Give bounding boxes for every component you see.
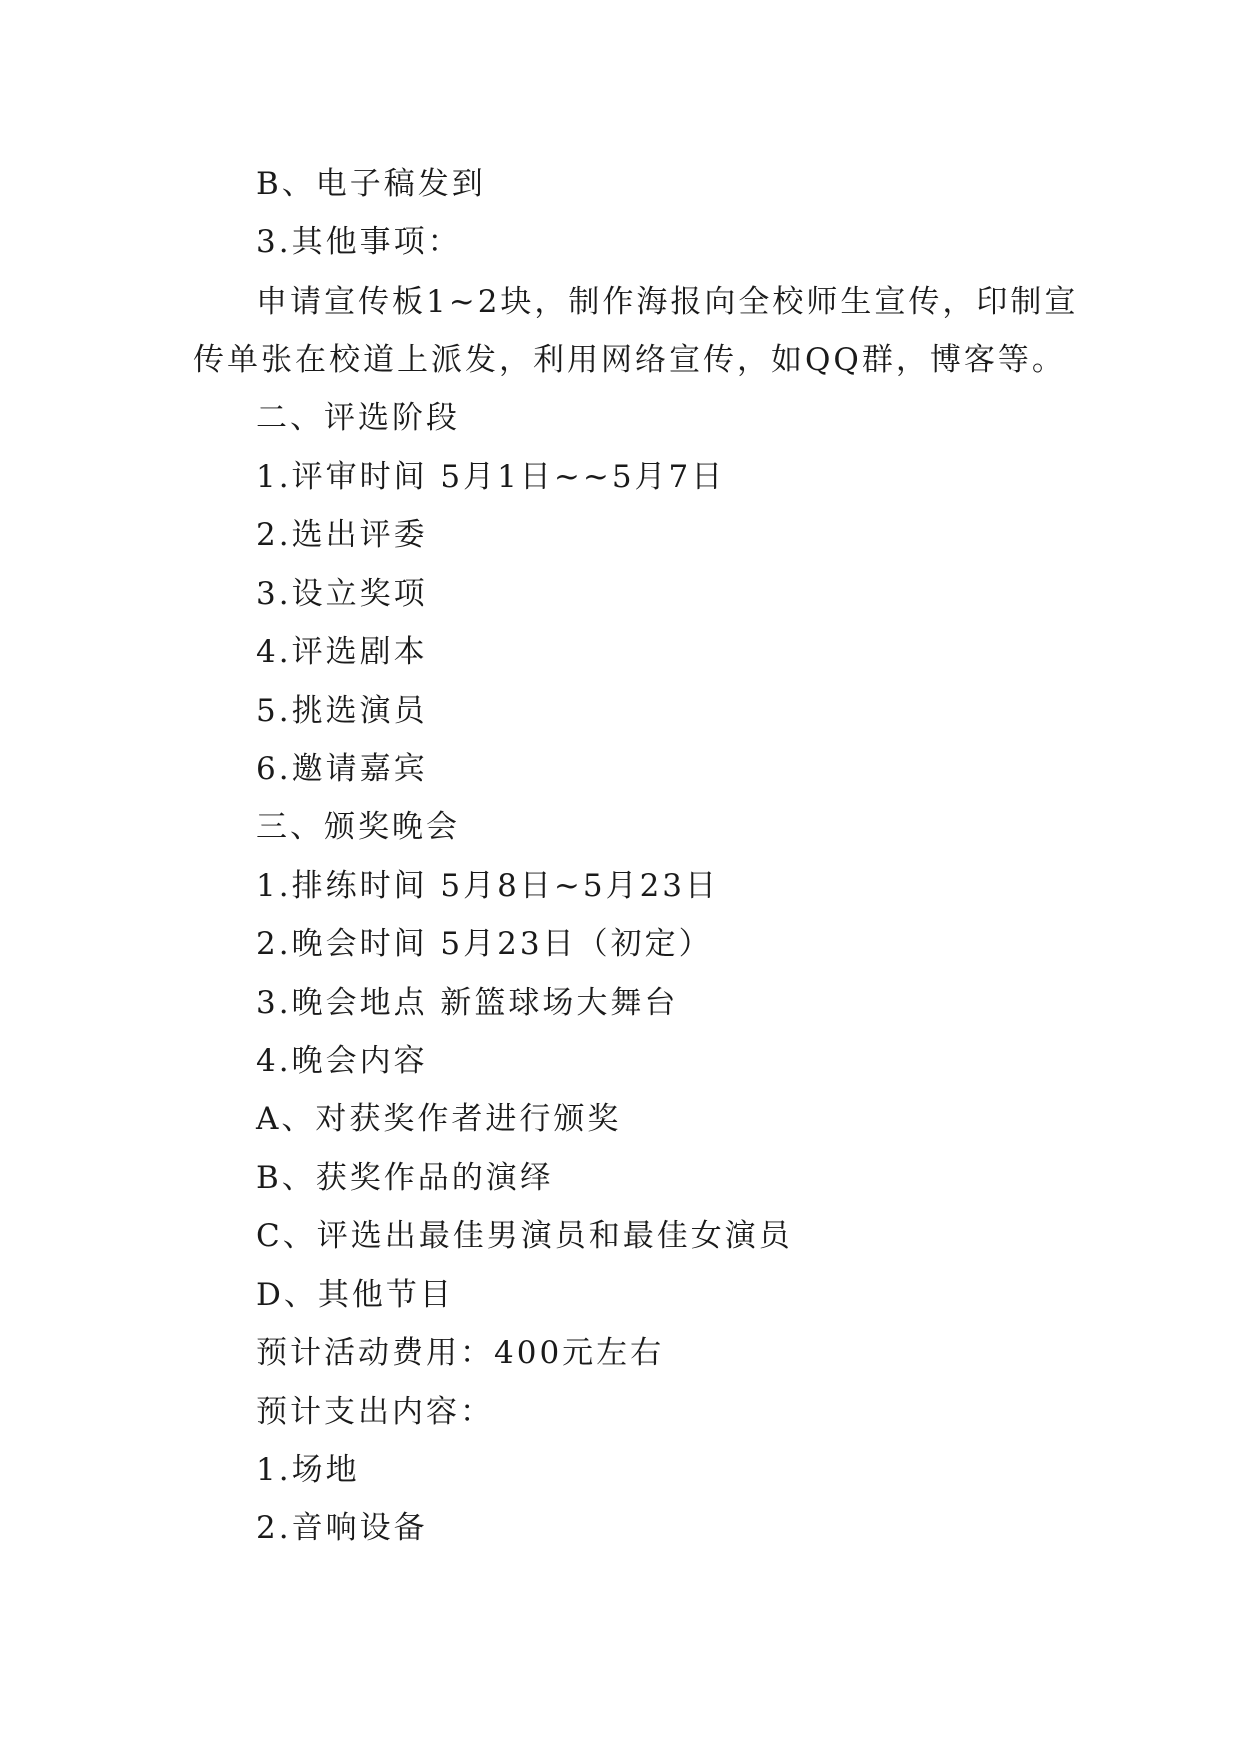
text-line: 预计支出内容：: [256, 1394, 494, 1430]
text-line: 1.场地: [256, 1452, 360, 1488]
text-line: 1.排练时间 5月8日~5月23日: [256, 868, 720, 904]
section-heading: 三、颁奖晚会: [256, 809, 460, 845]
text-line: D、其他节目: [256, 1277, 454, 1313]
text-line: 预计活动费用：400元左右: [256, 1335, 665, 1371]
text-line: 3.晚会地点 新篮球场大舞台: [256, 985, 679, 1021]
text-line: 1.评审时间 5月1日~~5月7日: [256, 459, 726, 495]
text-line: 传单张在校道上派发，利用网络宣传，如QQ群，博客等。: [193, 342, 1066, 378]
text-line: A、对获奖作者进行颁奖: [256, 1101, 622, 1137]
text-line: 2.选出评委: [256, 517, 428, 553]
text-line: C、评选出最佳男演员和最佳女演员: [256, 1218, 793, 1254]
text-line: B、获奖作品的演绎: [256, 1160, 554, 1196]
text-line: 6.邀请嘉宾: [256, 751, 428, 787]
text-line: 2.晚会时间 5月23日（初定）: [256, 926, 713, 962]
text-line: 5.挑选演员: [256, 693, 428, 729]
text-line: B、电子稿发到: [256, 166, 486, 202]
text-line: 申请宣传板1~2块，制作海报向全校师生宣传，印制宣: [256, 284, 1079, 320]
text-line: 4.评选剧本: [256, 634, 428, 670]
section-heading: 二、评选阶段: [256, 400, 460, 436]
text-line: 3.设立奖项: [256, 576, 428, 612]
text-line: 4.晚会内容: [256, 1043, 428, 1079]
text-line: 3.其他事项：: [256, 224, 462, 260]
text-line: 2.音响设备: [256, 1510, 428, 1546]
